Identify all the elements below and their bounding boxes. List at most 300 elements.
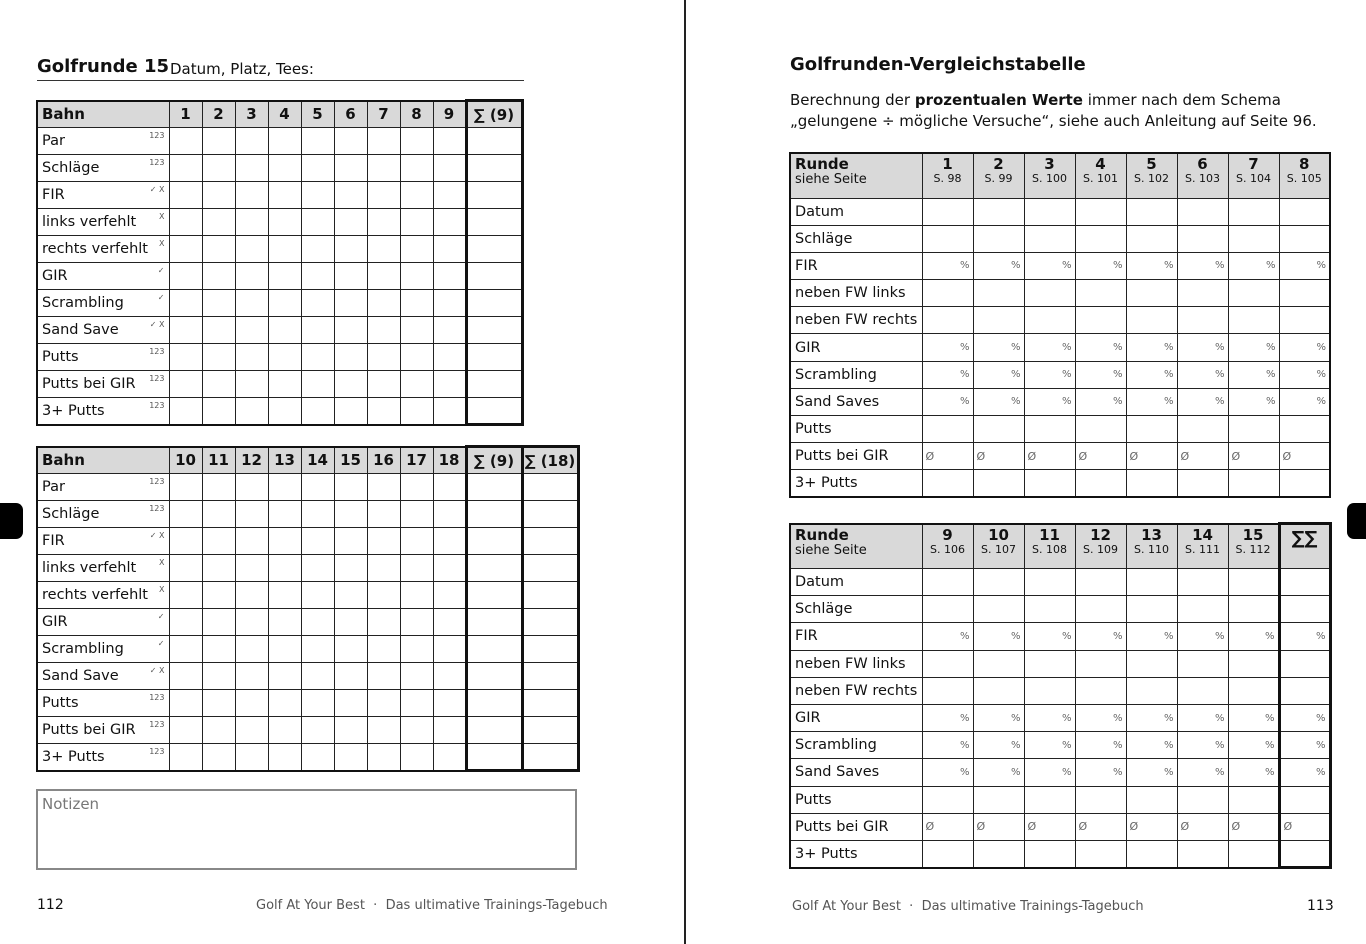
value-cell[interactable] (973, 416, 1024, 443)
value-cell[interactable] (1075, 225, 1126, 252)
sum-cell[interactable] (466, 182, 522, 209)
value-cell[interactable] (1279, 704, 1330, 731)
score-cell[interactable] (202, 128, 235, 155)
value-cell[interactable] (1279, 388, 1330, 415)
score-cell[interactable] (268, 636, 301, 663)
value-cell[interactable] (1075, 786, 1126, 813)
value-cell[interactable] (1279, 596, 1330, 623)
value-cell[interactable] (1177, 569, 1228, 596)
score-cell[interactable] (202, 636, 235, 663)
score-cell[interactable] (202, 501, 235, 528)
notes-box[interactable] (36, 789, 577, 870)
value-cell[interactable] (973, 334, 1024, 361)
score-cell[interactable] (301, 555, 334, 582)
value-cell[interactable] (1126, 650, 1177, 677)
value-cell[interactable] (1279, 198, 1330, 225)
score-cell[interactable] (367, 398, 400, 425)
score-cell[interactable] (367, 290, 400, 317)
value-cell[interactable] (973, 650, 1024, 677)
score-cell[interactable] (169, 317, 202, 344)
score-cell[interactable] (169, 236, 202, 263)
value-cell[interactable] (1024, 569, 1075, 596)
value-cell[interactable] (1075, 677, 1126, 704)
value-cell[interactable] (1075, 388, 1126, 415)
sum-cell[interactable] (466, 663, 522, 690)
value-cell[interactable] (1126, 307, 1177, 334)
score-cell[interactable] (301, 398, 334, 425)
score-cell[interactable] (400, 290, 433, 317)
score-cell[interactable] (169, 182, 202, 209)
value-cell[interactable] (1126, 786, 1177, 813)
score-cell[interactable] (268, 474, 301, 501)
value-cell[interactable] (1024, 334, 1075, 361)
value-cell[interactable] (973, 225, 1024, 252)
sum-cell[interactable] (466, 582, 522, 609)
score-cell[interactable] (367, 344, 400, 371)
score-cell[interactable] (169, 344, 202, 371)
sum-cell[interactable] (522, 609, 578, 636)
score-cell[interactable] (235, 182, 268, 209)
value-cell[interactable] (1126, 840, 1177, 867)
value-cell[interactable] (1177, 732, 1228, 759)
value-cell[interactable] (1075, 361, 1126, 388)
value-cell[interactable] (922, 334, 973, 361)
value-cell[interactable] (922, 840, 973, 867)
score-cell[interactable] (235, 398, 268, 425)
value-cell[interactable] (1126, 280, 1177, 307)
score-cell[interactable] (367, 744, 400, 771)
sum-cell[interactable] (466, 555, 522, 582)
value-cell[interactable] (1126, 813, 1177, 840)
score-cell[interactable] (235, 128, 268, 155)
value-cell[interactable] (1177, 813, 1228, 840)
value-cell[interactable] (922, 388, 973, 415)
value-cell[interactable] (1177, 280, 1228, 307)
score-cell[interactable] (301, 690, 334, 717)
sum-cell[interactable] (466, 236, 522, 263)
value-cell[interactable] (973, 704, 1024, 731)
value-cell[interactable] (922, 225, 973, 252)
value-cell[interactable] (1177, 596, 1228, 623)
value-cell[interactable] (922, 361, 973, 388)
value-cell[interactable] (1024, 650, 1075, 677)
value-cell[interactable] (1177, 361, 1228, 388)
value-cell[interactable] (1126, 732, 1177, 759)
score-cell[interactable] (433, 263, 466, 290)
score-cell[interactable] (268, 690, 301, 717)
score-cell[interactable] (433, 155, 466, 182)
score-cell[interactable] (169, 398, 202, 425)
score-cell[interactable] (433, 371, 466, 398)
value-cell[interactable] (922, 470, 973, 497)
score-cell[interactable] (202, 690, 235, 717)
score-cell[interactable] (433, 744, 466, 771)
value-cell[interactable] (1024, 623, 1075, 650)
value-cell[interactable] (1228, 470, 1279, 497)
score-cell[interactable] (334, 209, 367, 236)
sum-cell[interactable] (466, 501, 522, 528)
score-cell[interactable] (268, 663, 301, 690)
value-cell[interactable] (1024, 786, 1075, 813)
score-cell[interactable] (169, 128, 202, 155)
score-cell[interactable] (301, 582, 334, 609)
score-cell[interactable] (202, 474, 235, 501)
value-cell[interactable] (1126, 198, 1177, 225)
score-cell[interactable] (202, 344, 235, 371)
score-cell[interactable] (334, 528, 367, 555)
score-cell[interactable] (235, 528, 268, 555)
score-cell[interactable] (334, 717, 367, 744)
value-cell[interactable] (1024, 252, 1075, 279)
value-cell[interactable] (1228, 416, 1279, 443)
score-cell[interactable] (334, 155, 367, 182)
score-cell[interactable] (367, 555, 400, 582)
score-cell[interactable] (400, 501, 433, 528)
score-cell[interactable] (433, 555, 466, 582)
score-cell[interactable] (202, 263, 235, 290)
value-cell[interactable] (1228, 596, 1279, 623)
sum-cell[interactable] (522, 636, 578, 663)
score-cell[interactable] (301, 474, 334, 501)
value-cell[interactable] (1075, 650, 1126, 677)
score-cell[interactable] (334, 474, 367, 501)
value-cell[interactable] (1024, 388, 1075, 415)
score-cell[interactable] (301, 317, 334, 344)
score-cell[interactable] (169, 155, 202, 182)
score-cell[interactable] (334, 290, 367, 317)
score-cell[interactable] (400, 209, 433, 236)
score-cell[interactable] (235, 609, 268, 636)
value-cell[interactable] (1177, 307, 1228, 334)
score-cell[interactable] (334, 582, 367, 609)
value-cell[interactable] (1228, 813, 1279, 840)
value-cell[interactable] (1279, 361, 1330, 388)
score-cell[interactable] (367, 371, 400, 398)
value-cell[interactable] (1177, 623, 1228, 650)
score-cell[interactable] (301, 128, 334, 155)
score-cell[interactable] (268, 528, 301, 555)
value-cell[interactable] (1228, 307, 1279, 334)
value-cell[interactable] (1279, 650, 1330, 677)
score-cell[interactable] (367, 474, 400, 501)
value-cell[interactable] (1177, 334, 1228, 361)
score-cell[interactable] (169, 263, 202, 290)
value-cell[interactable] (1177, 252, 1228, 279)
score-cell[interactable] (367, 209, 400, 236)
value-cell[interactable] (973, 732, 1024, 759)
sum-cell[interactable] (466, 609, 522, 636)
score-cell[interactable] (367, 636, 400, 663)
score-cell[interactable] (334, 501, 367, 528)
value-cell[interactable] (1126, 677, 1177, 704)
score-cell[interactable] (169, 555, 202, 582)
score-cell[interactable] (268, 344, 301, 371)
value-cell[interactable] (1024, 813, 1075, 840)
value-cell[interactable] (1024, 225, 1075, 252)
value-cell[interactable] (1075, 596, 1126, 623)
score-cell[interactable] (202, 744, 235, 771)
score-cell[interactable] (169, 717, 202, 744)
sum-cell[interactable] (466, 528, 522, 555)
score-cell[interactable] (433, 398, 466, 425)
score-cell[interactable] (433, 582, 466, 609)
score-cell[interactable] (367, 663, 400, 690)
value-cell[interactable] (1024, 280, 1075, 307)
score-cell[interactable] (169, 744, 202, 771)
score-cell[interactable] (433, 528, 466, 555)
value-cell[interactable] (1279, 732, 1330, 759)
score-cell[interactable] (301, 290, 334, 317)
value-cell[interactable] (973, 388, 1024, 415)
score-cell[interactable] (367, 263, 400, 290)
value-cell[interactable] (1126, 569, 1177, 596)
score-cell[interactable] (268, 182, 301, 209)
value-cell[interactable] (1024, 307, 1075, 334)
score-cell[interactable] (400, 474, 433, 501)
score-cell[interactable] (334, 371, 367, 398)
score-cell[interactable] (334, 317, 367, 344)
score-cell[interactable] (433, 290, 466, 317)
value-cell[interactable] (1228, 334, 1279, 361)
value-cell[interactable] (1126, 596, 1177, 623)
value-cell[interactable] (1126, 388, 1177, 415)
score-cell[interactable] (202, 317, 235, 344)
score-cell[interactable] (301, 744, 334, 771)
sum-cell[interactable] (522, 717, 578, 744)
value-cell[interactable] (1177, 470, 1228, 497)
score-cell[interactable] (400, 317, 433, 344)
value-cell[interactable] (1279, 334, 1330, 361)
score-cell[interactable] (169, 501, 202, 528)
score-cell[interactable] (367, 317, 400, 344)
sum-cell[interactable] (522, 744, 578, 771)
value-cell[interactable] (973, 198, 1024, 225)
value-cell[interactable] (922, 677, 973, 704)
score-cell[interactable] (301, 528, 334, 555)
sum-cell[interactable] (466, 263, 522, 290)
score-cell[interactable] (268, 744, 301, 771)
score-cell[interactable] (268, 609, 301, 636)
value-cell[interactable] (973, 623, 1024, 650)
value-cell[interactable] (922, 443, 973, 470)
score-cell[interactable] (400, 128, 433, 155)
value-cell[interactable] (1228, 361, 1279, 388)
score-cell[interactable] (268, 582, 301, 609)
score-cell[interactable] (301, 155, 334, 182)
score-cell[interactable] (400, 609, 433, 636)
value-cell[interactable] (922, 786, 973, 813)
value-cell[interactable] (973, 470, 1024, 497)
value-cell[interactable] (1228, 732, 1279, 759)
value-cell[interactable] (1024, 704, 1075, 731)
value-cell[interactable] (973, 569, 1024, 596)
sum-cell[interactable] (466, 474, 522, 501)
score-cell[interactable] (400, 636, 433, 663)
score-cell[interactable] (202, 209, 235, 236)
value-cell[interactable] (1177, 759, 1228, 786)
score-cell[interactable] (367, 717, 400, 744)
score-cell[interactable] (235, 663, 268, 690)
value-cell[interactable] (973, 280, 1024, 307)
value-cell[interactable] (1228, 704, 1279, 731)
value-cell[interactable] (1126, 704, 1177, 731)
sum-cell[interactable] (466, 636, 522, 663)
score-cell[interactable] (202, 290, 235, 317)
score-cell[interactable] (301, 371, 334, 398)
score-cell[interactable] (268, 209, 301, 236)
value-cell[interactable] (1279, 623, 1330, 650)
value-cell[interactable] (1228, 759, 1279, 786)
score-cell[interactable] (202, 155, 235, 182)
score-cell[interactable] (433, 317, 466, 344)
score-cell[interactable] (169, 663, 202, 690)
score-cell[interactable] (433, 609, 466, 636)
value-cell[interactable] (1075, 416, 1126, 443)
value-cell[interactable] (1075, 732, 1126, 759)
value-cell[interactable] (1279, 677, 1330, 704)
score-cell[interactable] (235, 209, 268, 236)
score-cell[interactable] (202, 663, 235, 690)
score-cell[interactable] (235, 690, 268, 717)
score-cell[interactable] (433, 636, 466, 663)
sum-cell[interactable] (466, 155, 522, 182)
value-cell[interactable] (1075, 307, 1126, 334)
value-cell[interactable] (1024, 361, 1075, 388)
value-cell[interactable] (1228, 623, 1279, 650)
score-cell[interactable] (301, 609, 334, 636)
score-cell[interactable] (202, 182, 235, 209)
score-cell[interactable] (169, 582, 202, 609)
value-cell[interactable] (1228, 252, 1279, 279)
value-cell[interactable] (922, 416, 973, 443)
value-cell[interactable] (922, 650, 973, 677)
sum-cell[interactable] (466, 690, 522, 717)
value-cell[interactable] (922, 307, 973, 334)
score-cell[interactable] (235, 717, 268, 744)
score-cell[interactable] (235, 474, 268, 501)
score-cell[interactable] (268, 717, 301, 744)
value-cell[interactable] (1126, 623, 1177, 650)
value-cell[interactable] (1279, 759, 1330, 786)
score-cell[interactable] (301, 182, 334, 209)
value-cell[interactable] (922, 759, 973, 786)
score-cell[interactable] (301, 236, 334, 263)
score-cell[interactable] (367, 182, 400, 209)
score-cell[interactable] (301, 263, 334, 290)
value-cell[interactable] (1075, 470, 1126, 497)
value-cell[interactable] (1075, 252, 1126, 279)
value-cell[interactable] (922, 198, 973, 225)
score-cell[interactable] (400, 555, 433, 582)
score-cell[interactable] (268, 501, 301, 528)
sum-cell[interactable] (466, 290, 522, 317)
value-cell[interactable] (1228, 388, 1279, 415)
score-cell[interactable] (169, 528, 202, 555)
value-cell[interactable] (1075, 759, 1126, 786)
score-cell[interactable] (334, 182, 367, 209)
value-cell[interactable] (1279, 840, 1330, 867)
value-cell[interactable] (1024, 677, 1075, 704)
score-cell[interactable] (235, 555, 268, 582)
score-cell[interactable] (433, 209, 466, 236)
sum-cell[interactable] (466, 398, 522, 425)
value-cell[interactable] (1177, 677, 1228, 704)
score-cell[interactable] (268, 128, 301, 155)
score-cell[interactable] (400, 528, 433, 555)
value-cell[interactable] (1075, 443, 1126, 470)
value-cell[interactable] (1126, 759, 1177, 786)
value-cell[interactable] (1126, 443, 1177, 470)
sum-cell[interactable] (522, 501, 578, 528)
score-cell[interactable] (301, 717, 334, 744)
value-cell[interactable] (1075, 569, 1126, 596)
value-cell[interactable] (1228, 840, 1279, 867)
score-cell[interactable] (334, 555, 367, 582)
score-cell[interactable] (202, 528, 235, 555)
value-cell[interactable] (1024, 596, 1075, 623)
score-cell[interactable] (268, 290, 301, 317)
score-cell[interactable] (367, 528, 400, 555)
value-cell[interactable] (922, 623, 973, 650)
value-cell[interactable] (1126, 416, 1177, 443)
score-cell[interactable] (367, 582, 400, 609)
score-cell[interactable] (334, 236, 367, 263)
score-cell[interactable] (433, 474, 466, 501)
value-cell[interactable] (1228, 786, 1279, 813)
value-cell[interactable] (1126, 252, 1177, 279)
score-cell[interactable] (235, 371, 268, 398)
score-cell[interactable] (169, 690, 202, 717)
value-cell[interactable] (1228, 569, 1279, 596)
value-cell[interactable] (1279, 252, 1330, 279)
value-cell[interactable] (1024, 470, 1075, 497)
value-cell[interactable] (1279, 225, 1330, 252)
value-cell[interactable] (973, 786, 1024, 813)
sum-cell[interactable] (466, 371, 522, 398)
sum-cell[interactable] (466, 317, 522, 344)
value-cell[interactable] (973, 840, 1024, 867)
value-cell[interactable] (1228, 225, 1279, 252)
sum-cell[interactable] (466, 209, 522, 236)
value-cell[interactable] (922, 596, 973, 623)
score-cell[interactable] (268, 263, 301, 290)
value-cell[interactable] (1279, 416, 1330, 443)
score-cell[interactable] (400, 663, 433, 690)
score-cell[interactable] (433, 663, 466, 690)
value-cell[interactable] (1075, 280, 1126, 307)
score-cell[interactable] (334, 744, 367, 771)
score-cell[interactable] (235, 744, 268, 771)
value-cell[interactable] (922, 813, 973, 840)
value-cell[interactable] (973, 361, 1024, 388)
score-cell[interactable] (202, 582, 235, 609)
score-cell[interactable] (268, 317, 301, 344)
score-cell[interactable] (433, 501, 466, 528)
score-cell[interactable] (400, 690, 433, 717)
score-cell[interactable] (202, 717, 235, 744)
score-cell[interactable] (301, 663, 334, 690)
value-cell[interactable] (1228, 198, 1279, 225)
value-cell[interactable] (1177, 416, 1228, 443)
value-cell[interactable] (922, 569, 973, 596)
score-cell[interactable] (202, 555, 235, 582)
score-cell[interactable] (334, 663, 367, 690)
value-cell[interactable] (1075, 334, 1126, 361)
value-cell[interactable] (922, 704, 973, 731)
score-cell[interactable] (334, 636, 367, 663)
value-cell[interactable] (1126, 334, 1177, 361)
sum-cell[interactable] (522, 528, 578, 555)
